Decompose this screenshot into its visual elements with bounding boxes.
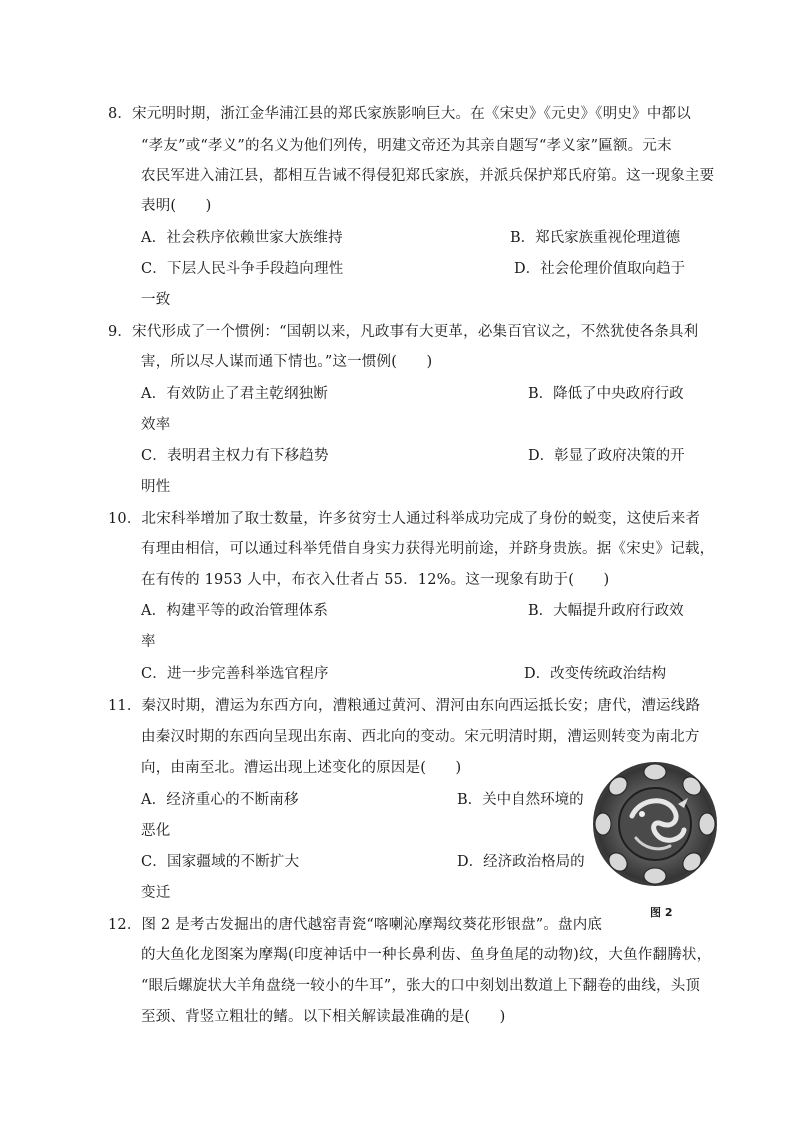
q9-stem-line-2: 害，所以尽人谋而通下情也。”这一惯例( ) — [141, 354, 433, 370]
q9-stem-line-1: 9．宋代形成了一个惯例：“国朝以来，凡政事有大更革，必集百官议之，不然犹使各条具利 — [108, 324, 699, 340]
q11-stem-line-1: 11．秦汉时期，漕运为东西方向，漕粮通过黄河、渭河由东向西运抵长安；唐代，漕运线路 — [108, 698, 701, 714]
q11-option-d: D．经济政治格局的 — [457, 854, 585, 870]
q9-option-d-continued: 明性 — [141, 479, 171, 495]
q8-stem-line-3: 农民军进入浦江县，都相互告诫不得侵犯郑氏家族，并派兵保护郑氏府第。这一现象主要 — [141, 168, 715, 184]
q11-option-b: B．关中自然环境的 — [457, 792, 584, 808]
q9-option-b-continued: 效率 — [141, 417, 171, 433]
q10-stem-line-1: 10．北宋科举增加了取士数量，许多贫穷士人通过科举成功完成了身份的蜕变，这使后来者 — [108, 511, 701, 527]
q12-stem-line-1: 12．图 2 是考古发掘出的唐代越窑青瓷“喀喇沁摩羯纹葵花形银盘”。盘内底 — [108, 917, 603, 933]
q10-option-b-continued: 率 — [141, 634, 156, 650]
q12-stem-line-4: 至颈、背竖立粗壮的鳍。以下相关解读最准确的是( ) — [141, 1009, 506, 1025]
q9-option-b: B．降低了中央政府行政 — [528, 386, 684, 402]
q10-option-c: C．进一步完善科举选官程序 — [141, 666, 329, 682]
q11-option-b-continued: 恶化 — [141, 823, 171, 839]
q8-stem-line-4: 表明( ) — [141, 198, 212, 214]
q8-stem-line-2: “孝友”或“孝义”的名义为他们列传，明建文帝还为其亲自题写“孝义家”匾额。元末 — [141, 138, 672, 154]
q11-option-c: C．国家疆域的不断扩大 — [141, 854, 300, 870]
q11-stem-line-3: 向，由南至北。漕运出现上述变化的原因是( ) — [141, 760, 462, 776]
q10-option-d: D．改变传统政治结构 — [524, 666, 667, 682]
q12-stem-line-2: 的大鱼化龙图案为摩羯(印度神话中一种长鼻利齿、鱼身鱼尾的动物)纹，大鱼作翻腾状， — [141, 947, 712, 963]
q9-option-d: D．彰显了政府决策的开 — [528, 448, 685, 464]
q10-stem-line-2: 有理由相信，可以通过科举凭借自身实力获得光明前途，并跻身贵族。据《宋史》记载， — [141, 541, 715, 557]
q10-option-a: A．构建平等的政治管理体系 — [141, 603, 329, 619]
q8-stem-line-1: 8．宋元明时期，浙江金华浦江县的郑氏家族影响巨大。在《宋史》《元史》《明史》中都以 — [108, 106, 691, 122]
q9-option-a: A．有效防止了君主乾纲独断 — [141, 386, 329, 402]
silver-plate-figure — [592, 758, 718, 890]
q8-option-a: A．社会秩序依赖世家大族维持 — [141, 230, 343, 246]
q9-option-c: C．表明君主权力有下移趋势 — [141, 448, 329, 464]
q8-option-d: D．社会伦理价值取向趋于 — [514, 261, 686, 277]
q12-stem-line-3: “眼后螺旋状大羊角盘绕一较小的牛耳”，张大的口中刻划出数道上下翻卷的曲线，头顶 — [141, 978, 701, 994]
q11-option-a: A．经济重心的不断南移 — [141, 792, 299, 808]
q10-option-b: B．大幅提升政府行政效 — [528, 603, 684, 619]
q10-stem-line-3: 在有传的 1953 人中，布衣入仕者占 55．12%。这一现象有助于( ) — [141, 572, 610, 588]
q11-stem-line-2: 由秦汉时期的东西向呈现出东南、西北向的变动。宋元明清时期，漕运则转变为南北方 — [141, 729, 700, 745]
figure-caption: 图 2 — [650, 906, 673, 919]
q8-option-d-continued: 一致 — [141, 292, 171, 308]
q8-option-c: C．下层人民斗争手段趋向理性 — [141, 261, 344, 277]
q8-option-b: B．郑氏家族重视伦理道德 — [510, 230, 681, 246]
q11-option-d-continued: 变迁 — [141, 885, 171, 901]
